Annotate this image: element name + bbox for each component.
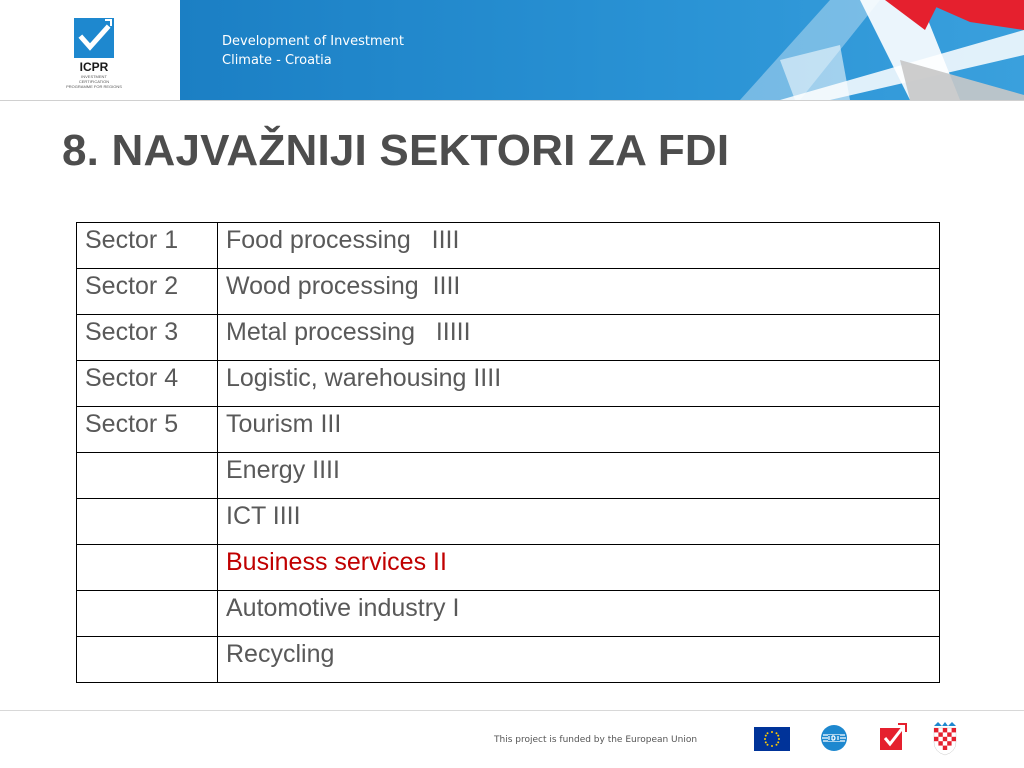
logo-area: [0, 0, 180, 100]
table-row: [77, 315, 940, 361]
sector-cell: Sector 5: [77, 407, 218, 453]
table-row: [77, 361, 940, 407]
banner-line-1: Development of Investment: [222, 34, 404, 49]
sector-cell: Sector 2: [77, 269, 218, 315]
eu-flag-icon: [754, 727, 790, 751]
table-row: [77, 499, 940, 545]
sectors-table: [76, 222, 940, 683]
sector-value-cell: Automotive industry I: [218, 591, 940, 637]
sector-cell: [77, 637, 218, 683]
sector-value-cell-highlighted: Business services II: [218, 545, 940, 591]
slide-title: 8. NAJVAŽNIJI SEKTORI ZA FDI: [62, 126, 730, 175]
sector-value-cell: Food processing IIII: [218, 223, 940, 269]
sector-cell: [77, 453, 218, 499]
sector-value-cell: Recycling: [218, 637, 940, 683]
icpr-logo-icon: [74, 18, 114, 58]
sector-value-cell: ICT IIII: [218, 499, 940, 545]
funding-text: This project is funded by the European Union: [494, 735, 698, 745]
croatia-coat-of-arms-icon: [932, 720, 958, 756]
red-check-logo-icon: [878, 722, 908, 752]
idi-logo-icon: [820, 724, 848, 752]
banner-line-2: Climate - Croatia: [222, 53, 332, 68]
sector-value-cell: Tourism III: [218, 407, 940, 453]
logo-name: ICPR: [79, 60, 109, 74]
sector-cell: [77, 499, 218, 545]
table-row: [77, 269, 940, 315]
sector-cell: Sector 3: [77, 315, 218, 361]
table-row: [77, 407, 940, 453]
header: [0, 0, 1024, 100]
sector-value-cell: Logistic, warehousing IIII: [218, 361, 940, 407]
logo-tagline: INVESTMENT CERTIFICATION PROGRAMME FOR REGIONS: [66, 74, 122, 89]
sector-value-cell: Energy IIII: [218, 453, 940, 499]
table-row: [77, 223, 940, 269]
sector-value-cell: Metal processing IIIII: [218, 315, 940, 361]
sector-cell: Sector 4: [77, 361, 218, 407]
table-row: [77, 637, 940, 683]
header-divider: [0, 100, 1024, 101]
banner-text: [222, 32, 404, 70]
footer-divider: [0, 710, 1024, 711]
sector-cell: Sector 1: [77, 223, 218, 269]
table-row: [77, 545, 940, 591]
sector-cell: [77, 591, 218, 637]
table-row: [77, 453, 940, 499]
sector-value-cell: Wood processing IIII: [218, 269, 940, 315]
sector-cell: [77, 545, 218, 591]
table-row: [77, 591, 940, 637]
